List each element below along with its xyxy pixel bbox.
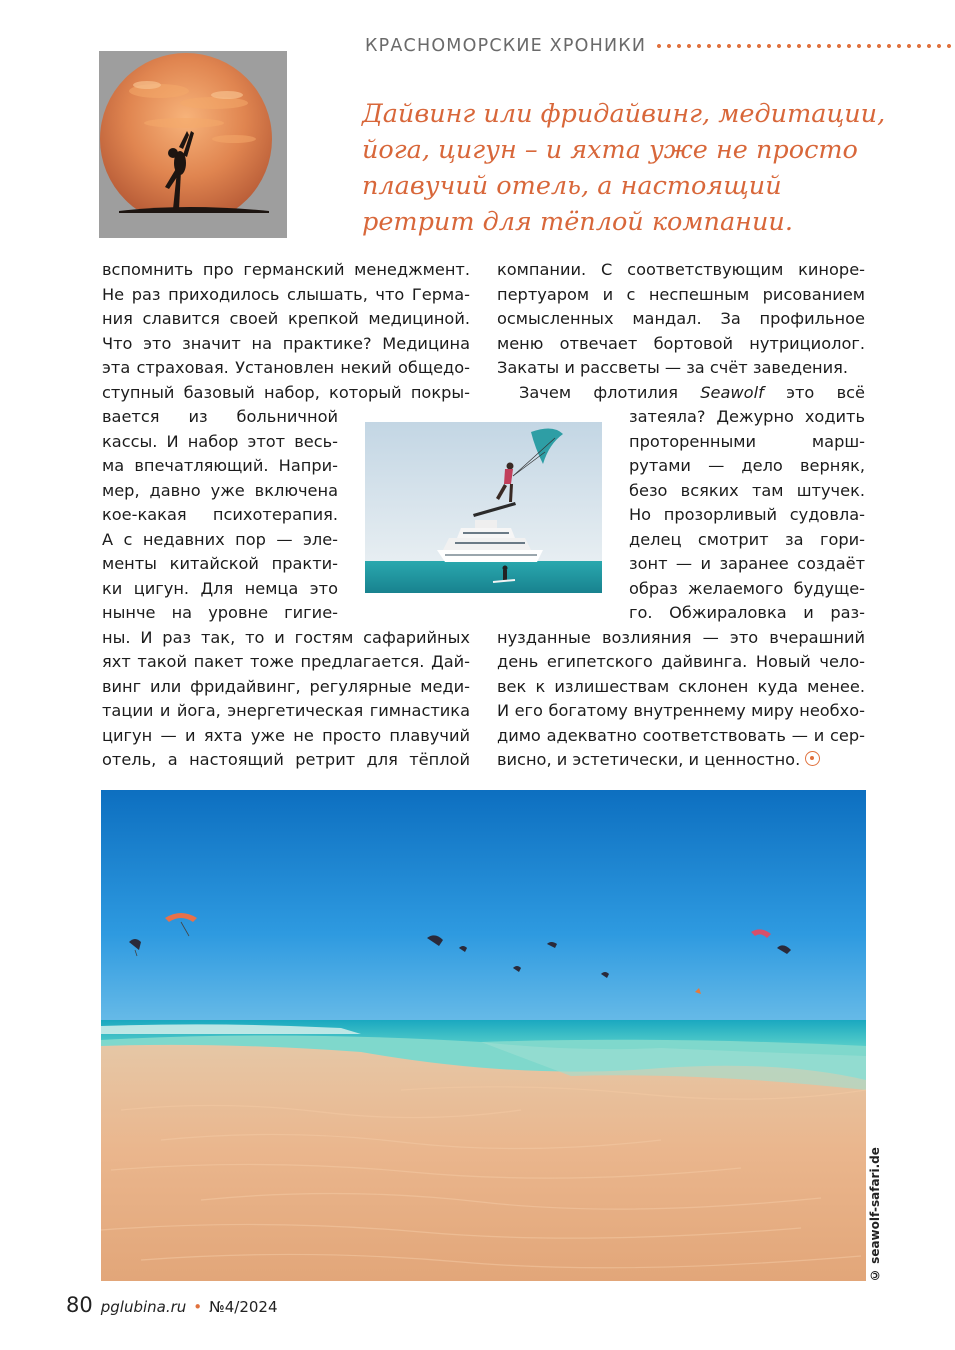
photo-credit: © seawolf-safari.de <box>868 1147 882 1282</box>
text-line: Но прозорливый судовла- <box>629 505 865 524</box>
text-line: А с недавних пор — эле- <box>102 529 338 549</box>
text-line: осмысленных мандал. За профильное <box>497 309 865 328</box>
text-line: го. Обжираловка и раз- <box>629 603 865 622</box>
text-line: вается из больничной <box>102 407 338 426</box>
text-line: кассы. И набор этот весь- <box>102 431 338 451</box>
text-line: проторенными марш- <box>629 431 865 451</box>
text-line: век к излишествам склонен куда менее. <box>497 676 865 696</box>
text-line: зонт — и заранее создаёт <box>629 554 865 573</box>
text-line: день египетского дайвинга. Новый чело- <box>497 652 865 671</box>
section-header <box>365 34 955 58</box>
last-line <box>497 748 865 773</box>
text-line: ния славится своей крепкой медициной. <box>102 309 470 328</box>
yoga-sunset-photo <box>99 51 287 238</box>
text-line: эта страховая. Установлен некий общедо- <box>102 358 470 377</box>
text-line: вспомнить про германский менеджмент. <box>102 260 470 279</box>
pull-quote-line: Дайвинг или фридайвинг, медитации, <box>362 99 886 129</box>
text-line: безо всяких там штучек. <box>629 480 865 500</box>
text-line: компании. С соответствующим киноре- <box>497 260 865 279</box>
end-of-article-icon <box>805 751 820 766</box>
text-fragment: Зачем флотилия <box>519 382 701 402</box>
section-title: КРАСНОМОРСКИЕ ХРОНИКИ <box>365 36 647 56</box>
text-line: мер, давно уже включена <box>102 480 338 500</box>
pull-quote-line: ретрит для тёплой компании. <box>362 207 793 237</box>
brand-name: Seawolf <box>700 382 764 402</box>
footer-separator: • <box>193 1298 203 1316</box>
text-line: менты китайской практи- <box>102 554 338 573</box>
text-line: ступный базовый набор, который покры- <box>102 382 470 402</box>
text-line: образ желаемого будуще- <box>629 578 865 598</box>
page-number: 80 <box>66 1293 93 1317</box>
text-line: Что это значит на практике? Медицина <box>102 333 470 353</box>
text-line: нынче на уровне гигие- <box>102 603 338 622</box>
text-line: И его богатому внутреннему миру необхо- <box>497 701 865 720</box>
page-footer <box>66 1293 278 1317</box>
text-fragment: это всё <box>763 382 865 402</box>
pull-quote-line: йога, цигун – и яхта уже не просто <box>362 135 858 165</box>
text-line: нузданные возлияния — это вчерашний <box>497 627 865 647</box>
text-line: ки цигун. Для немца это <box>102 578 338 598</box>
text-line: рутами — дело верняк, <box>629 456 865 475</box>
text-line: Не раз приходилось слышать, что Герма- <box>102 284 470 304</box>
dotted-rule <box>654 44 955 48</box>
text-line: меню отвечает бортовой нутрициолог. <box>497 333 865 353</box>
issue-number: №4/2024 <box>209 1298 278 1316</box>
text-line: Закаты и рассветы — за счёт заведения. <box>497 358 849 377</box>
text-line: пертуаром и с неспешным рисованием <box>497 284 865 304</box>
text-fragment: висно, и эстетически, и ценностно. <box>497 750 801 769</box>
text-line: ны. И раз так, то и гостям сафарийных <box>102 627 470 647</box>
text-line: отель, а настоящий ретрит для тёплой <box>102 750 470 769</box>
paragraph-first-line <box>497 381 865 406</box>
text-line: тации и йога, энергетическая гимнастика <box>102 701 470 720</box>
text-line: димо адекватно соответствовать — и сер- <box>497 725 865 745</box>
article-column-right <box>497 258 865 773</box>
pull-quote <box>362 96 922 240</box>
text-line: делец смотрит за гори- <box>629 529 865 549</box>
text-line: винг или фридайвинг, регулярные меди- <box>102 676 470 696</box>
beach-kitesurfing-photo <box>101 790 866 1281</box>
text-line: кое-какая психотерапия. <box>102 505 338 524</box>
text-line: яхт такой пакет тоже предлагается. Дай- <box>102 652 470 671</box>
text-line: ма впечатляющий. Напри- <box>102 456 338 475</box>
text-line: цигун — и яхта уже не просто плавучий <box>102 725 470 745</box>
pull-quote-line: плавучий отель, а настоящий <box>362 171 782 201</box>
site-link[interactable]: pglubina.ru <box>100 1298 187 1316</box>
text-line: затеяла? Дежурно ходить <box>629 407 865 426</box>
